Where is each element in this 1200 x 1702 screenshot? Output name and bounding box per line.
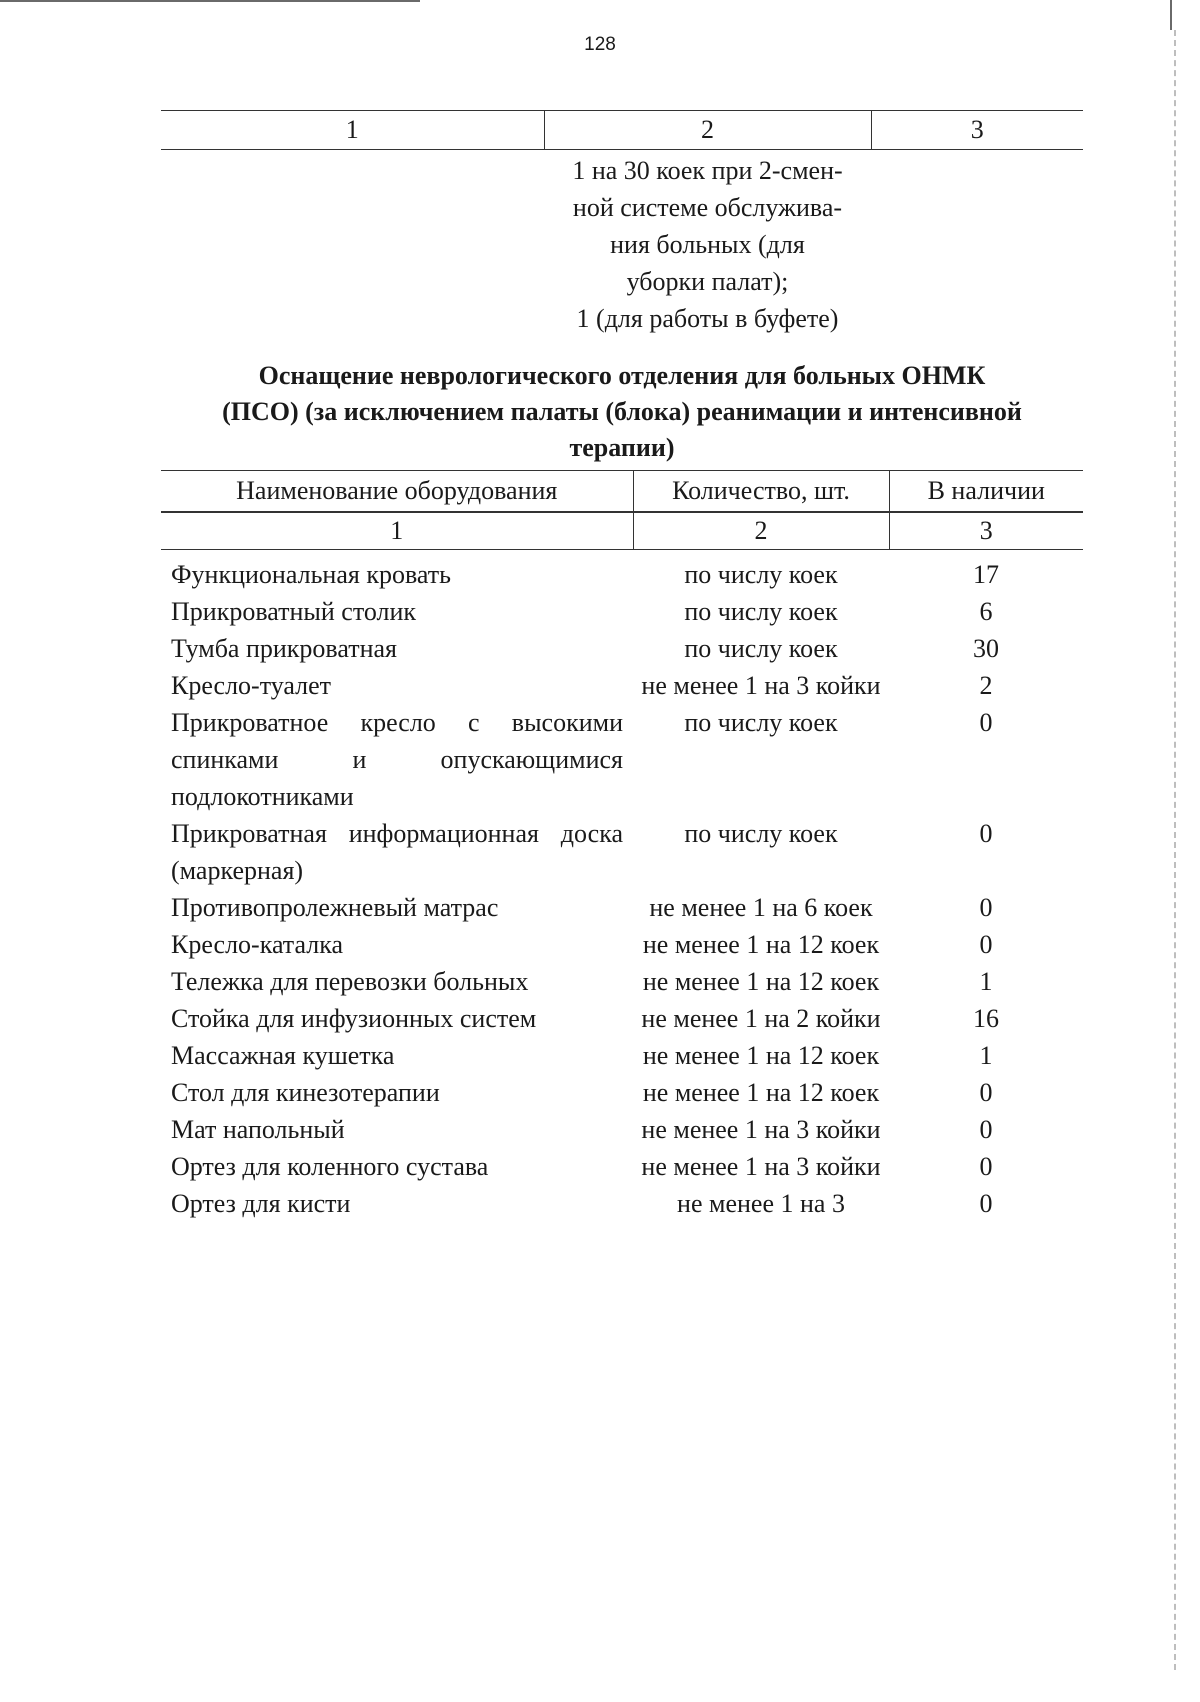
availability-cell: 17 [973,560,999,589]
scan-edge-top [0,0,420,2]
equipment-name-cell: Массажная кушетка [171,1041,395,1070]
quantity-cell: по числу коек [684,560,838,589]
continuation-col-3: 3 [871,111,1083,150]
quantity-cell: не менее 1 на 2 койки [641,1004,881,1033]
availability-cell: 6 [979,597,993,626]
section-title-line: Оснащение неврологического отделения для больных ОНМК [258,361,986,390]
quantity-cell: не менее 1 на 6 коек [649,893,873,922]
quantity-cell: по числу коек [684,597,838,626]
table-row [161,550,1083,594]
continuation-cell-1 [161,150,544,338]
continuation-line: 1 (для работы в буфете) [576,304,839,333]
section-title-line: терапии) [569,433,675,462]
continuation-line: уборки палат); [626,267,789,296]
availability-cell: 0 [979,708,993,737]
quantity-cell: по числу коек [684,819,838,848]
quantity-cell: не менее 1 на 3 койки [641,671,881,700]
equipment-name-cell: Тележка для перевозки больных [171,967,529,996]
availability-cell: 0 [979,1189,993,1218]
header-availability: В наличии [889,471,1083,513]
header-number-1: 1 [161,512,633,550]
continuation-line: 1 на 30 коек при 2-смен- [572,156,843,185]
equipment-name-cell: Кресло-туалет [171,671,332,700]
header-number-3: 3 [889,512,1083,550]
continuation-col-2: 2 [544,111,871,150]
continuation-line: ния больных (для [610,230,805,259]
continuation-col-1: 1 [161,111,544,150]
quantity-cell: не менее 1 на 3 [677,1189,845,1218]
equipment-name-cell: Функциональная кровать [171,560,451,589]
quantity-cell: не менее 1 на 3 койки [641,1152,881,1181]
equipment-name-cell: Стойка для инфузионных систем [171,1004,537,1033]
quantity-cell: не менее 1 на 12 коек [642,967,880,996]
section-title-line: (ПСО) (за исключением палаты (блока) реанимации и интенсивной [222,397,1022,426]
page-number: 128 [584,34,616,55]
table-row [161,593,1083,630]
quantity-cell: не менее 1 на 12 коек [642,1078,880,1107]
quantity-cell: не менее 1 на 3 койки [641,1115,881,1144]
header-equipment-name: Наименование оборудования [161,471,633,513]
table-row [161,1111,1083,1148]
quantity-cell: не менее 1 на 12 коек [642,1041,880,1070]
availability-cell: 1 [979,1041,993,1070]
equipment-name-cell: Стол для кинезотерапии [171,1078,440,1107]
equipment-name-cell: Прикроватный столик [171,597,417,626]
equipment-name-cell: Прикроватное кресло с высокими спинками и опускающимися подлокотниками [171,708,623,811]
availability-cell: 0 [979,893,993,922]
header-quantity: Количество, шт. [633,471,889,513]
continuation-table [161,110,1083,337]
continuation-cell-2 [544,150,871,338]
availability-cell: 1 [979,967,993,996]
scan-edge-right [1170,0,1172,30]
table-row [161,667,1083,704]
equipment-name-cell: Ортез для кисти [171,1189,351,1218]
equipment-name-cell: Мат напольный [171,1115,345,1144]
table-row [161,1000,1083,1037]
table-row [161,704,1083,815]
table-row [161,889,1083,926]
equipment-name-cell: Противопролежневый матрас [171,893,499,922]
availability-cell: 0 [979,1152,993,1181]
equipment-table [161,470,1083,1222]
quantity-cell: не менее 1 на 12 коек [642,930,880,959]
quantity-cell: по числу коек [684,708,838,737]
section-title [161,358,1083,466]
scan-edge-dots [1174,30,1176,1670]
table-row [161,1074,1083,1111]
table-row [161,1037,1083,1074]
quantity-cell: по числу коек [684,634,838,663]
table-row [161,630,1083,667]
availability-cell: 0 [979,930,993,959]
table-row [161,1185,1083,1222]
availability-cell: 0 [979,819,993,848]
equipment-name-cell: Кресло-каталка [171,930,344,959]
equipment-name-cell: Ортез для коленного сустава [171,1152,489,1181]
table-row [161,963,1083,1000]
availability-cell: 30 [973,634,999,663]
availability-cell: 2 [979,671,993,700]
continuation-line: ной системе обслужива- [572,193,843,222]
availability-cell: 0 [979,1115,993,1144]
availability-cell: 0 [979,1078,993,1107]
equipment-name-cell: Прикроватная информационная доска (маркерная) [171,819,623,885]
table-row [161,926,1083,963]
table-row [161,1148,1083,1185]
equipment-name-cell: Тумба прикроватная [171,634,398,663]
header-number-2: 2 [633,512,889,550]
availability-cell: 16 [973,1004,999,1033]
continuation-cell-3 [871,150,1083,338]
table-row [161,815,1083,889]
